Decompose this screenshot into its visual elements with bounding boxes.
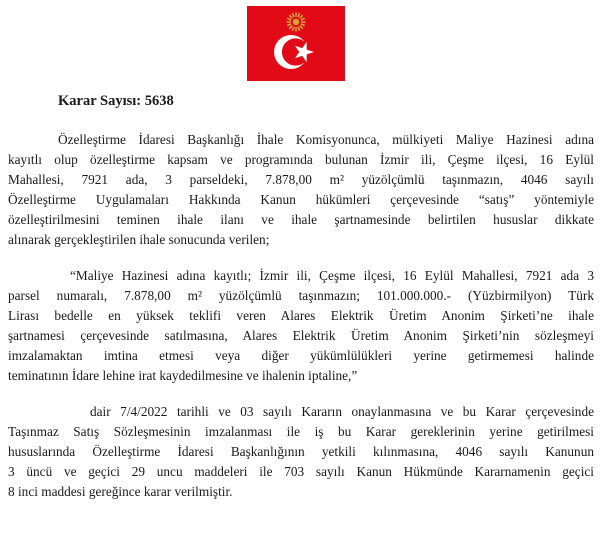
paragraph-line: teminatının İdare lehine irat kaydedilmesine ve ihalenin iptaline,” bbox=[8, 368, 358, 383]
turkish-state-emblem bbox=[247, 6, 345, 81]
paragraph-line: kayıtlı olup özelleştirme kapsam ve programında bulunan İzmir ili, Çeşme ilçesi, 16 Eylül bbox=[8, 152, 594, 167]
paragraph-line: Lirası bedelle en yüksek teklifi veren Alares Elektrik Üretim Anonim Şirketi’ne ihale bbox=[8, 308, 594, 323]
paragraph-line: Mahallesi, 7921 ada, 3 parseldeki, 7.878,00 m² yüzölçümlü taşınmazın, 4046 sayılı bbox=[8, 172, 594, 187]
paragraph-line: 8 inci maddesi gereğince karar verilmiştir. bbox=[8, 484, 233, 499]
paragraph-line: parsel numaralı, 7.878,00 m² yüzölçümlü taşınmazın; 101.000.000.- (Yüzbirmilyon) Türk bbox=[8, 288, 594, 303]
paragraph-line: Taşınmaz Satış Sözleşmesinin imzalanması ile iş bu Karar gereklerinin yerine getirilmesi bbox=[8, 424, 594, 439]
paragraph-conclusion bbox=[8, 402, 594, 502]
paragraph-line: dair 7/4/2022 tarihli ve 03 sayılı Kararın onaylanmasına ve bu Karar çerçevesinde bbox=[90, 404, 594, 419]
paragraph-line: “Maliye Hazinesi adına kayıtlı; İzmir ili, Çeşme ilçesi, 16 Eylül Mahallesi, 7921 ada 3 bbox=[70, 268, 594, 283]
paragraph-quoted-decision bbox=[8, 266, 594, 386]
paragraph-intro bbox=[8, 130, 594, 250]
sun-icon bbox=[287, 13, 306, 32]
paragraph-line: Özelleştirme Uygulamaları Hakkında Kanun hükümleri çerçevesinde “satış” yöntemiyle bbox=[8, 192, 594, 207]
paragraph-line: imzalamaktan imtina etmesi veya diğer yükümlülükleri yerine getirmemesi halinde bbox=[8, 348, 594, 363]
paragraph-line: 3 üncü ve geçici 29 uncu maddeleri ile 703 sayılı Kanun Hükmünde Kararnamenin geçici bbox=[8, 464, 594, 479]
paragraph-line: şartnamesi çerçevesinde satılmasına, Alares Elektrik Üretim Anonim Şirketi’nin sözleşmeyi bbox=[8, 328, 594, 343]
paragraph-line: alınarak gerçekleştirilen ihale sonucunda verilen; bbox=[8, 232, 270, 247]
paragraph-line: özelleştirilmesini teminen ihale ilanı ve ihale şartnamesinde belirtilen hususlar dikkate bbox=[8, 212, 594, 227]
decision-number: Karar Sayısı: 5638 bbox=[58, 93, 174, 109]
paragraph-line: hususlarında Özelleştirme İdaresi Başkanlığının yetkili kılınmasına, 4046 sayılı Kanunun bbox=[8, 444, 594, 459]
paragraph-line: Özelleştirme İdaresi Başkanlığı İhale Komisyonunca, mülkiyeti Maliye Hazinesi adına bbox=[58, 132, 594, 147]
